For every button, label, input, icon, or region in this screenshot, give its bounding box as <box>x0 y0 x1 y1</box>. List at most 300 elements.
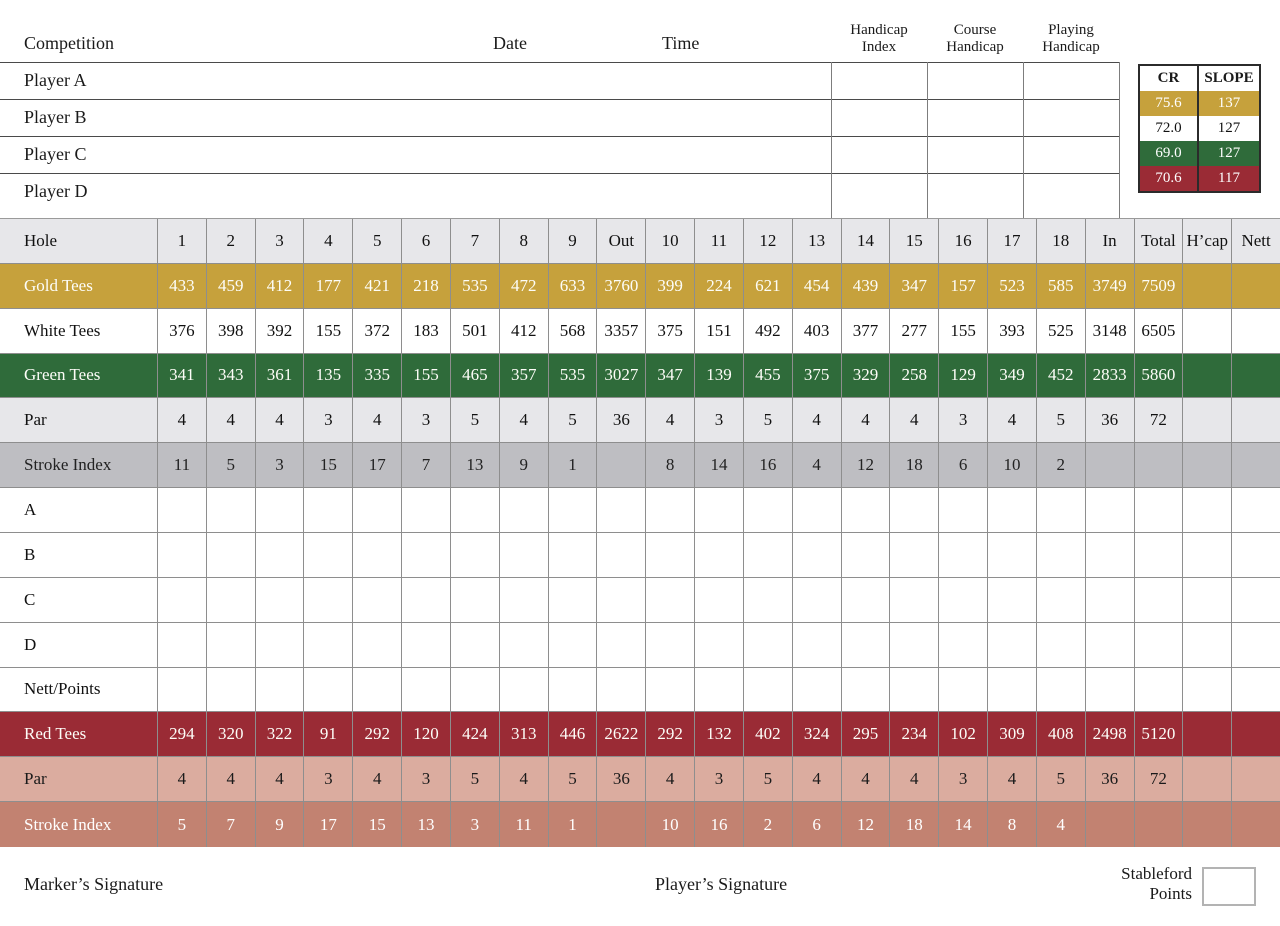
score-cell: 18 <box>889 443 938 487</box>
score-cell: 3 <box>450 802 499 847</box>
score-cell[interactable] <box>157 488 206 532</box>
score-row-green-tees <box>0 354 1280 399</box>
score-cell[interactable] <box>352 578 401 622</box>
handicap-index-box-player-b[interactable] <box>831 99 926 136</box>
score-cell: 129 <box>938 354 987 398</box>
score-cell: 424 <box>450 712 499 756</box>
score-cell: 347 <box>645 354 694 398</box>
score-cell: 4 <box>889 398 938 442</box>
score-cell: 155 <box>938 309 987 353</box>
score-cell[interactable] <box>1134 488 1183 532</box>
score-cell: 393 <box>987 309 1036 353</box>
score-cell[interactable] <box>645 668 694 712</box>
score-cell: 349 <box>987 354 1036 398</box>
score-cell: 4 <box>499 398 548 442</box>
row-label: Gold Tees <box>24 275 93 295</box>
score-cell[interactable] <box>743 668 792 712</box>
score-cell[interactable] <box>889 578 938 622</box>
score-cell: 72 <box>1134 398 1183 442</box>
score-cell: 1 <box>548 802 597 847</box>
score-cell: 132 <box>694 712 743 756</box>
gold-slope-value: 137 <box>1197 91 1259 116</box>
score-cell[interactable] <box>1182 623 1231 667</box>
score-cell[interactable] <box>694 533 743 577</box>
score-cell[interactable] <box>1036 623 1085 667</box>
score-cell[interactable] <box>1085 488 1134 532</box>
score-cell[interactable] <box>841 488 890 532</box>
score-cell <box>1231 757 1280 801</box>
score-cell[interactable] <box>548 623 597 667</box>
score-cell[interactable] <box>548 488 597 532</box>
score-cell[interactable] <box>303 533 352 577</box>
score-cell[interactable] <box>303 488 352 532</box>
score-cell: 3148 <box>1085 309 1134 353</box>
score-cell: 151 <box>694 309 743 353</box>
score-cell[interactable] <box>841 533 890 577</box>
score-cell: 568 <box>548 309 597 353</box>
score-row-stroke-index <box>0 802 1280 847</box>
score-cell: 8 <box>987 802 1036 847</box>
score-cell: 5 <box>1036 398 1085 442</box>
cr-column-header: CR <box>1140 66 1197 91</box>
score-cell: 72 <box>1134 757 1183 801</box>
score-cell: 4 <box>303 219 352 263</box>
score-cell[interactable] <box>596 488 645 532</box>
score-cell: 13 <box>792 219 841 263</box>
score-cell: 4 <box>792 398 841 442</box>
score-cell[interactable] <box>694 668 743 712</box>
score-cell[interactable] <box>792 488 841 532</box>
score-cell[interactable] <box>157 578 206 622</box>
score-cell: 4 <box>206 398 255 442</box>
score-cell[interactable] <box>303 623 352 667</box>
score-cell[interactable] <box>645 488 694 532</box>
score-cell: 224 <box>694 264 743 308</box>
score-cell: 3357 <box>596 309 645 353</box>
score-cell: 14 <box>938 802 987 847</box>
score-cell[interactable] <box>743 623 792 667</box>
score-cell: 4 <box>255 757 304 801</box>
score-row-gold-tees <box>0 264 1280 309</box>
score-cell <box>1231 264 1280 308</box>
slope-column-header: SLOPE <box>1197 66 1259 91</box>
score-cell[interactable] <box>1182 668 1231 712</box>
row-label: Par <box>24 769 47 789</box>
score-cell: H’cap <box>1182 219 1231 263</box>
score-cell[interactable] <box>499 623 548 667</box>
white-slope-value: 127 <box>1197 116 1259 141</box>
score-cell: 8 <box>645 443 694 487</box>
score-cell[interactable] <box>841 668 890 712</box>
score-cell[interactable] <box>450 668 499 712</box>
playing-handicap-label <box>1023 22 1119 56</box>
row-label: Nett/Points <box>24 679 101 699</box>
score-cell: 1 <box>157 219 206 263</box>
score-cell[interactable] <box>450 488 499 532</box>
playing-handicap-box-player-c[interactable] <box>1023 136 1118 173</box>
score-cell: 17 <box>987 219 1036 263</box>
score-cell[interactable] <box>206 488 255 532</box>
score-cell: 403 <box>792 309 841 353</box>
score-cell[interactable] <box>694 488 743 532</box>
row-label: Stroke Index <box>24 814 112 834</box>
score-cell: 3 <box>401 398 450 442</box>
score-cell[interactable] <box>255 488 304 532</box>
score-cell: 4 <box>352 757 401 801</box>
handicap-index-label <box>831 22 927 56</box>
score-cell: 5860 <box>1134 354 1183 398</box>
score-cell[interactable] <box>303 668 352 712</box>
score-cell: 459 <box>206 264 255 308</box>
player-c-label: Player C <box>24 144 87 164</box>
score-cell[interactable] <box>401 533 450 577</box>
score-cell: 313 <box>499 712 548 756</box>
score-cell[interactable] <box>743 533 792 577</box>
course-handicap-box-player-d[interactable] <box>927 173 1022 210</box>
score-cell[interactable] <box>352 668 401 712</box>
course-handicap-box-player-c[interactable] <box>927 136 1022 173</box>
score-cell[interactable] <box>1134 668 1183 712</box>
score-cell: 4 <box>987 757 1036 801</box>
score-cell[interactable] <box>694 578 743 622</box>
stableford-line1: Stableford <box>1121 864 1192 883</box>
score-cell: 2833 <box>1085 354 1134 398</box>
row-label: Par <box>24 410 47 430</box>
score-cell[interactable] <box>1036 668 1085 712</box>
score-cell[interactable] <box>596 533 645 577</box>
score-cell[interactable] <box>596 668 645 712</box>
score-cell: 452 <box>1036 354 1085 398</box>
score-cell: 294 <box>157 712 206 756</box>
score-cell[interactable] <box>1134 623 1183 667</box>
score-cell: 398 <box>206 309 255 353</box>
time-label: Time <box>662 33 700 53</box>
score-cell[interactable] <box>938 623 987 667</box>
score-cell[interactable] <box>596 578 645 622</box>
score-cell[interactable] <box>1182 488 1231 532</box>
score-cell: 292 <box>352 712 401 756</box>
score-cell[interactable] <box>401 668 450 712</box>
column-line <box>1119 62 1120 218</box>
score-cell[interactable] <box>792 668 841 712</box>
score-cell: 5 <box>548 398 597 442</box>
score-cell: 14 <box>694 443 743 487</box>
score-cell[interactable] <box>938 668 987 712</box>
score-cell[interactable] <box>206 533 255 577</box>
score-cell: 433 <box>157 264 206 308</box>
score-cell[interactable] <box>987 623 1036 667</box>
handicap-index-box-player-d[interactable] <box>831 173 926 210</box>
score-row-b <box>0 533 1280 578</box>
score-cell[interactable] <box>450 623 499 667</box>
score-cell: 621 <box>743 264 792 308</box>
score-cell[interactable] <box>206 578 255 622</box>
score-cell: 4 <box>792 757 841 801</box>
score-cell: 375 <box>645 309 694 353</box>
player-a-entry-row[interactable] <box>0 62 831 99</box>
score-cell: 412 <box>499 309 548 353</box>
score-cell: 402 <box>743 712 792 756</box>
score-cell: 3027 <box>596 354 645 398</box>
score-cell[interactable] <box>938 533 987 577</box>
score-cell[interactable] <box>645 578 694 622</box>
score-cell[interactable] <box>889 488 938 532</box>
score-cell[interactable] <box>352 488 401 532</box>
score-cell: 5 <box>352 219 401 263</box>
score-cell[interactable] <box>1182 533 1231 577</box>
score-cell[interactable] <box>1231 578 1280 622</box>
score-cell: 2 <box>743 802 792 847</box>
player-a-label: Player A <box>24 70 87 90</box>
score-cell[interactable] <box>1036 488 1085 532</box>
score-cell[interactable] <box>157 533 206 577</box>
score-cell[interactable] <box>841 578 890 622</box>
score-cell: 6 <box>792 802 841 847</box>
score-cell[interactable] <box>1085 578 1134 622</box>
playing-handicap-box-player-d[interactable] <box>1023 173 1118 210</box>
score-cell[interactable] <box>841 623 890 667</box>
stableford-line2: Points <box>1149 884 1192 903</box>
stableford-points-label <box>1121 864 1192 904</box>
score-cell[interactable] <box>499 488 548 532</box>
score-cell[interactable] <box>1231 668 1280 712</box>
score-cell[interactable] <box>645 533 694 577</box>
score-cell[interactable] <box>1085 668 1134 712</box>
score-cell[interactable] <box>255 578 304 622</box>
score-cell[interactable] <box>548 668 597 712</box>
score-cell[interactable] <box>157 623 206 667</box>
gold-cr-value: 75.6 <box>1140 91 1197 116</box>
marker-signature-label: Marker’s Signature <box>24 874 164 894</box>
score-cell[interactable] <box>548 533 597 577</box>
score-cell: 633 <box>548 264 597 308</box>
score-cell[interactable] <box>1085 533 1134 577</box>
score-cell[interactable] <box>206 668 255 712</box>
score-cell[interactable] <box>987 578 1036 622</box>
score-cell[interactable] <box>206 623 255 667</box>
playing-handicap-box-player-a[interactable] <box>1023 62 1118 99</box>
score-cell: 11 <box>694 219 743 263</box>
score-cell: 15 <box>303 443 352 487</box>
score-table <box>0 218 1280 847</box>
score-cell: 392 <box>255 309 304 353</box>
score-cell: 36 <box>1085 757 1134 801</box>
handicap-index-line1: Handicap <box>850 22 908 38</box>
score-cell[interactable] <box>1231 488 1280 532</box>
score-cell[interactable] <box>303 578 352 622</box>
score-cell[interactable] <box>157 668 206 712</box>
score-cell: 343 <box>206 354 255 398</box>
score-cell: 377 <box>841 309 890 353</box>
handicap-index-box-player-c[interactable] <box>831 136 926 173</box>
score-cell: 4 <box>889 757 938 801</box>
score-row-par <box>0 398 1280 443</box>
player-d-label: Player D <box>24 181 88 201</box>
score-cell: 4 <box>645 757 694 801</box>
score-cell: 585 <box>1036 264 1085 308</box>
handicap-index-line2: Index <box>861 39 897 55</box>
score-cell <box>1231 398 1280 442</box>
score-cell[interactable] <box>743 488 792 532</box>
score-cell[interactable] <box>1231 533 1280 577</box>
score-cell[interactable] <box>792 533 841 577</box>
score-cell: 8 <box>499 219 548 263</box>
score-cell: 2 <box>206 219 255 263</box>
score-cell: 525 <box>1036 309 1085 353</box>
score-cell: 4 <box>841 757 890 801</box>
score-cell: 347 <box>889 264 938 308</box>
score-cell[interactable] <box>450 533 499 577</box>
score-cell: Out <box>596 219 645 263</box>
score-cell: 535 <box>548 354 597 398</box>
score-cell: 5 <box>157 802 206 847</box>
score-cell[interactable] <box>987 488 1036 532</box>
score-row-nett-points <box>0 668 1280 713</box>
score-cell: 5 <box>1036 757 1085 801</box>
score-cell[interactable] <box>401 488 450 532</box>
score-cell: 139 <box>694 354 743 398</box>
score-row-a <box>0 488 1280 533</box>
score-cell[interactable] <box>792 623 841 667</box>
score-cell[interactable] <box>792 578 841 622</box>
score-cell: 183 <box>401 309 450 353</box>
score-cell: 408 <box>1036 712 1085 756</box>
score-cell: 4 <box>645 398 694 442</box>
score-cell[interactable] <box>743 578 792 622</box>
course-handicap-box-player-b[interactable] <box>927 99 1022 136</box>
player-c-entry-row[interactable] <box>0 136 831 173</box>
score-cell <box>1231 354 1280 398</box>
player-d-entry-row[interactable] <box>0 173 831 210</box>
score-cell: 17 <box>303 802 352 847</box>
score-cell <box>596 802 645 847</box>
score-cell: 501 <box>450 309 499 353</box>
score-cell[interactable] <box>987 533 1036 577</box>
score-cell: 4 <box>987 398 1036 442</box>
score-cell: 36 <box>596 398 645 442</box>
stableford-points-box[interactable] <box>1202 867 1256 906</box>
score-cell: 7 <box>206 802 255 847</box>
score-cell: 523 <box>987 264 1036 308</box>
score-cell: 10 <box>987 443 1036 487</box>
score-cell[interactable] <box>694 623 743 667</box>
row-label: Stroke Index <box>24 455 112 475</box>
score-cell[interactable] <box>352 623 401 667</box>
score-cell[interactable] <box>1036 533 1085 577</box>
row-label: C <box>24 589 36 609</box>
score-cell: 3 <box>694 398 743 442</box>
score-cell: 329 <box>841 354 890 398</box>
score-cell: 277 <box>889 309 938 353</box>
score-cell[interactable] <box>401 578 450 622</box>
score-cell: 234 <box>889 712 938 756</box>
score-cell[interactable] <box>1134 533 1183 577</box>
score-cell: 11 <box>157 443 206 487</box>
score-cell[interactable] <box>1036 578 1085 622</box>
score-cell <box>1231 309 1280 353</box>
score-cell: 399 <box>645 264 694 308</box>
score-cell: 18 <box>1036 219 1085 263</box>
score-cell: 472 <box>499 264 548 308</box>
score-cell: 7509 <box>1134 264 1183 308</box>
score-cell: 375 <box>792 354 841 398</box>
score-cell: 2622 <box>596 712 645 756</box>
score-cell <box>1182 802 1231 847</box>
score-cell: 102 <box>938 712 987 756</box>
score-cell[interactable] <box>889 668 938 712</box>
score-cell: 361 <box>255 354 304 398</box>
score-cell: 335 <box>352 354 401 398</box>
row-label: A <box>24 500 37 520</box>
score-cell: 36 <box>596 757 645 801</box>
score-cell[interactable] <box>889 623 938 667</box>
score-cell: 3 <box>401 757 450 801</box>
red-cr-value: 70.6 <box>1140 166 1197 191</box>
handicap-index-box-player-a[interactable] <box>831 62 926 99</box>
score-cell: 177 <box>303 264 352 308</box>
score-cell: 10 <box>645 802 694 847</box>
score-cell: Total <box>1134 219 1183 263</box>
playing-handicap-box-player-b[interactable] <box>1023 99 1118 136</box>
score-cell[interactable] <box>499 668 548 712</box>
score-cell: 15 <box>352 802 401 847</box>
player-b-label: Player B <box>24 107 87 127</box>
score-cell[interactable] <box>499 578 548 622</box>
score-cell[interactable] <box>889 533 938 577</box>
score-row-c <box>0 578 1280 623</box>
score-cell: 5 <box>743 398 792 442</box>
score-cell[interactable] <box>1182 578 1231 622</box>
score-cell[interactable] <box>987 668 1036 712</box>
score-cell: 36 <box>1085 398 1134 442</box>
score-cell[interactable] <box>255 623 304 667</box>
score-cell[interactable] <box>1134 578 1183 622</box>
score-cell <box>1182 443 1231 487</box>
score-cell[interactable] <box>938 578 987 622</box>
score-cell[interactable] <box>255 668 304 712</box>
score-cell: 135 <box>303 354 352 398</box>
score-cell: 3 <box>938 757 987 801</box>
row-label: Red Tees <box>24 724 87 744</box>
score-cell[interactable] <box>1231 623 1280 667</box>
score-cell[interactable] <box>499 533 548 577</box>
player-b-entry-row[interactable] <box>0 99 831 136</box>
score-cell: 120 <box>401 712 450 756</box>
score-cell[interactable] <box>1085 623 1134 667</box>
score-cell: 5 <box>548 757 597 801</box>
score-cell <box>1134 443 1183 487</box>
score-cell: 4 <box>157 398 206 442</box>
score-cell[interactable] <box>596 623 645 667</box>
score-cell[interactable] <box>352 533 401 577</box>
score-cell <box>1182 309 1231 353</box>
score-cell[interactable] <box>255 533 304 577</box>
score-cell[interactable] <box>645 623 694 667</box>
score-cell: 2498 <box>1085 712 1134 756</box>
score-cell[interactable] <box>938 488 987 532</box>
score-cell[interactable] <box>450 578 499 622</box>
score-row-hole <box>0 219 1280 264</box>
score-cell[interactable] <box>401 623 450 667</box>
score-cell: 16 <box>694 802 743 847</box>
playing-handicap-line2: Handicap <box>1042 39 1100 55</box>
course-handicap-box-player-a[interactable] <box>927 62 1022 99</box>
score-cell: 9 <box>255 802 304 847</box>
score-cell: 18 <box>889 802 938 847</box>
score-cell[interactable] <box>548 578 597 622</box>
score-cell: 3749 <box>1085 264 1134 308</box>
score-cell: 13 <box>450 443 499 487</box>
